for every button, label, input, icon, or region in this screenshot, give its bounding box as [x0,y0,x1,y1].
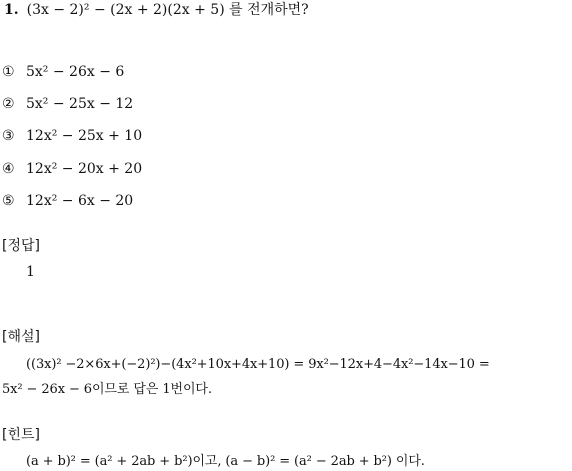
answer-value: 1 [26,264,35,280]
question-number: 1. [4,2,19,18]
answer-label: [정답] [2,238,40,254]
option-1[interactable] [2,63,124,81]
option-3-mark: ③ [2,128,15,144]
hint-label: [힌트] [2,427,40,443]
hint-text: (a + b)² = (a² + 2ab + b²)이고, (a − b)² = (a² − 2ab + b²) 이다. [26,454,425,469]
option-5[interactable] [2,192,133,210]
option-2-text: 5x² − 25x − 12 [26,96,134,112]
explanation-line-2: 5x² − 26x − 6이므로 답은 1번이다. [2,382,212,397]
question-line [4,1,309,19]
question-text: (3x − 2)² − (2x + 2)(2x + 5) 를 전개하면? [26,2,309,18]
explanation-label: [해설] [2,329,40,345]
option-4[interactable] [2,160,142,178]
option-5-mark: ⑤ [2,193,15,209]
option-1-text: 5x² − 26x − 6 [26,64,125,80]
option-4-text: 12x² − 20x + 20 [26,161,143,177]
option-1-mark: ① [2,64,15,80]
option-2[interactable] [2,95,133,113]
option-4-mark: ④ [2,161,15,177]
option-2-mark: ② [2,96,15,112]
explanation-line-1: ((3x)² −2×6x+(−2)²)−(4x²+10x+4x+10) = 9x²−12x+4−4x²−14x−10 = [26,357,490,372]
option-3-text: 12x² − 25x + 10 [26,128,143,144]
option-3[interactable] [2,127,142,145]
option-5-text: 12x² − 6x − 20 [26,193,134,209]
